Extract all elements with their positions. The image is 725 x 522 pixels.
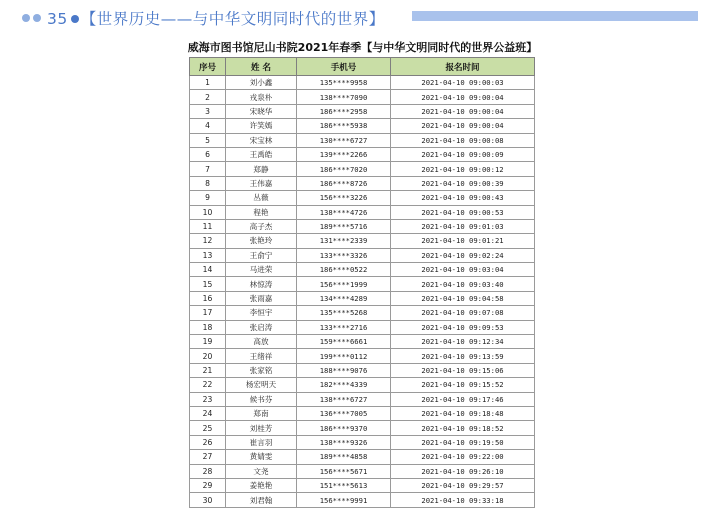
table-row (190, 320, 535, 334)
col-header-name: 姓 名 (226, 58, 297, 76)
cell-time: 2021-04-10 09:01:21 (391, 234, 535, 248)
cell-name: 刘君翰 (226, 493, 297, 507)
section-title-text: 【世界历史——与中华文明同时代的世界】 (80, 10, 385, 28)
table-row (190, 349, 535, 363)
cell-name: 崔言羽 (226, 435, 297, 449)
table-row (190, 392, 535, 406)
cell-name: 王伟嘉 (226, 176, 297, 190)
cell-phone: 182****4339 (297, 378, 391, 392)
cell-phone: 156****3226 (297, 191, 391, 205)
table-row (190, 234, 535, 248)
cell-index: 28 (190, 464, 226, 478)
table-row (190, 291, 535, 305)
cell-name: 戎泉朴 (226, 90, 297, 104)
table-row (190, 191, 535, 205)
cell-phone: 156****5671 (297, 464, 391, 478)
table-row (190, 205, 535, 219)
cell-phone: 186****9370 (297, 421, 391, 435)
cell-time: 2021-04-10 09:22:00 (391, 450, 535, 464)
cell-phone: 186****7020 (297, 162, 391, 176)
cell-name: 王俞宁 (226, 248, 297, 262)
cell-time: 2021-04-10 09:29:57 (391, 478, 535, 492)
cell-time: 2021-04-10 09:19:50 (391, 435, 535, 449)
cell-index: 11 (190, 219, 226, 233)
cell-index: 1 (190, 76, 226, 90)
cell-index: 18 (190, 320, 226, 334)
cell-time: 2021-04-10 09:15:06 (391, 363, 535, 377)
table-row (190, 450, 535, 464)
table-row (190, 435, 535, 449)
cell-index: 10 (190, 205, 226, 219)
table-row (190, 133, 535, 147)
table-row (190, 76, 535, 90)
table-row (190, 162, 535, 176)
table-row (190, 90, 535, 104)
cell-name: 马进荣 (226, 263, 297, 277)
cell-name: 宋宝林 (226, 133, 297, 147)
cell-phone: 186****5938 (297, 119, 391, 133)
cell-time: 2021-04-10 09:00:04 (391, 104, 535, 118)
cell-time: 2021-04-10 09:17:46 (391, 392, 535, 406)
cell-phone: 138****4726 (297, 205, 391, 219)
cell-name: 郑静 (226, 162, 297, 176)
document-title: 威海市图书馆尼山书院2021年春季【与中华文明同时代的世界公益班】 (187, 41, 538, 54)
cell-name: 候书芬 (226, 392, 297, 406)
table-row (190, 263, 535, 277)
cell-time: 2021-04-10 09:01:03 (391, 219, 535, 233)
cell-index: 7 (190, 162, 226, 176)
cell-index: 8 (190, 176, 226, 190)
table-row (190, 406, 535, 420)
cell-index: 20 (190, 349, 226, 363)
cell-name: 宋晓华 (226, 104, 297, 118)
cell-phone: 189****4858 (297, 450, 391, 464)
cell-index: 22 (190, 378, 226, 392)
cell-index: 21 (190, 363, 226, 377)
cell-phone: 130****6727 (297, 133, 391, 147)
cell-name: 丛薇 (226, 191, 297, 205)
table-row (190, 248, 535, 262)
cell-index: 4 (190, 119, 226, 133)
cell-index: 2 (190, 90, 226, 104)
cell-name: 张家铭 (226, 363, 297, 377)
cell-phone: 188****9076 (297, 363, 391, 377)
cell-time: 2021-04-10 09:00:04 (391, 90, 535, 104)
cell-name: 林惊涛 (226, 277, 297, 291)
cell-time: 2021-04-10 09:18:48 (391, 406, 535, 420)
table-row (190, 147, 535, 161)
registration-table (189, 57, 535, 508)
bullet-dot-icon (71, 15, 79, 23)
cell-phone: 156****9991 (297, 493, 391, 507)
cell-phone: 186****8726 (297, 176, 391, 190)
cell-time: 2021-04-10 09:26:10 (391, 464, 535, 478)
cell-phone: 135****9958 (297, 76, 391, 90)
cell-phone: 133****3326 (297, 248, 391, 262)
cell-index: 23 (190, 392, 226, 406)
cell-phone: 138****7090 (297, 90, 391, 104)
cell-time: 2021-04-10 09:00:12 (391, 162, 535, 176)
cell-phone: 186****0522 (297, 263, 391, 277)
cell-name: 文尧 (226, 464, 297, 478)
cell-phone: 159****6661 (297, 335, 391, 349)
table-row (190, 176, 535, 190)
cell-phone: 135****5268 (297, 306, 391, 320)
table-row (190, 335, 535, 349)
table-row (190, 478, 535, 492)
cell-index: 16 (190, 291, 226, 305)
cell-phone: 139****2266 (297, 147, 391, 161)
section-title (47, 7, 385, 29)
cell-phone: 199****0112 (297, 349, 391, 363)
cell-time: 2021-04-10 09:00:03 (391, 76, 535, 90)
cell-name: 杨宏明天 (226, 378, 297, 392)
cell-name: 高子杰 (226, 219, 297, 233)
cell-name: 许笑嫣 (226, 119, 297, 133)
table-row (190, 104, 535, 118)
cell-phone: 134****4289 (297, 291, 391, 305)
cell-time: 2021-04-10 09:04:58 (391, 291, 535, 305)
cell-time: 2021-04-10 09:00:09 (391, 147, 535, 161)
cell-name: 张艳玲 (226, 234, 297, 248)
header-decor-bar (412, 11, 698, 21)
cell-index: 24 (190, 406, 226, 420)
col-header-phone: 手机号 (297, 58, 391, 76)
col-header-index: 序号 (190, 58, 226, 76)
cell-time: 2021-04-10 09:09:53 (391, 320, 535, 334)
bullet-dot-icon (22, 14, 30, 22)
cell-time: 2021-04-10 09:00:08 (391, 133, 535, 147)
cell-name: 程艳 (226, 205, 297, 219)
cell-time: 2021-04-10 09:00:53 (391, 205, 535, 219)
cell-name: 张启涛 (226, 320, 297, 334)
section-number: 35 (47, 10, 68, 28)
cell-time: 2021-04-10 09:03:40 (391, 277, 535, 291)
cell-name: 郑南 (226, 406, 297, 420)
cell-name: 黄婧雯 (226, 450, 297, 464)
cell-phone: 186****2958 (297, 104, 391, 118)
cell-time: 2021-04-10 09:00:04 (391, 119, 535, 133)
cell-index: 14 (190, 263, 226, 277)
cell-name: 高放 (226, 335, 297, 349)
cell-index: 13 (190, 248, 226, 262)
section-header (0, 0, 725, 36)
cell-index: 27 (190, 450, 226, 464)
cell-time: 2021-04-10 09:00:43 (391, 191, 535, 205)
cell-time: 2021-04-10 09:07:08 (391, 306, 535, 320)
cell-time: 2021-04-10 09:00:39 (391, 176, 535, 190)
cell-time: 2021-04-10 09:33:18 (391, 493, 535, 507)
bullet-dot-icon (33, 14, 41, 22)
cell-phone: 133****2716 (297, 320, 391, 334)
cell-name: 姜艳艳 (226, 478, 297, 492)
table-row (190, 464, 535, 478)
table-row (190, 119, 535, 133)
cell-index: 26 (190, 435, 226, 449)
cell-time: 2021-04-10 09:12:34 (391, 335, 535, 349)
cell-name: 刘小鑫 (226, 76, 297, 90)
cell-time: 2021-04-10 09:02:24 (391, 248, 535, 262)
cell-time: 2021-04-10 09:13:59 (391, 349, 535, 363)
cell-name: 刘桂芳 (226, 421, 297, 435)
cell-index: 9 (190, 191, 226, 205)
cell-index: 6 (190, 147, 226, 161)
cell-phone: 189****5716 (297, 219, 391, 233)
cell-name: 李恒宇 (226, 306, 297, 320)
col-header-time: 报名时间 (391, 58, 535, 76)
cell-index: 3 (190, 104, 226, 118)
cell-phone: 151****5613 (297, 478, 391, 492)
cell-phone: 138****9326 (297, 435, 391, 449)
table-row (190, 306, 535, 320)
cell-name: 张雨嘉 (226, 291, 297, 305)
cell-time: 2021-04-10 09:15:52 (391, 378, 535, 392)
table-row (190, 421, 535, 435)
cell-name: 王绪祥 (226, 349, 297, 363)
cell-index: 25 (190, 421, 226, 435)
cell-index: 19 (190, 335, 226, 349)
cell-index: 29 (190, 478, 226, 492)
table-row (190, 277, 535, 291)
cell-phone: 131****2339 (297, 234, 391, 248)
cell-phone: 136****7005 (297, 406, 391, 420)
cell-time: 2021-04-10 09:18:52 (391, 421, 535, 435)
cell-index: 30 (190, 493, 226, 507)
table-row (190, 363, 535, 377)
cell-time: 2021-04-10 09:03:04 (391, 263, 535, 277)
table-row (190, 219, 535, 233)
table-row (190, 493, 535, 507)
cell-index: 12 (190, 234, 226, 248)
cell-phone: 156****1999 (297, 277, 391, 291)
table-row (190, 378, 535, 392)
cell-index: 5 (190, 133, 226, 147)
cell-name: 王禹皓 (226, 147, 297, 161)
cell-phone: 138****6727 (297, 392, 391, 406)
cell-index: 17 (190, 306, 226, 320)
table-header-row (190, 58, 535, 76)
cell-index: 15 (190, 277, 226, 291)
